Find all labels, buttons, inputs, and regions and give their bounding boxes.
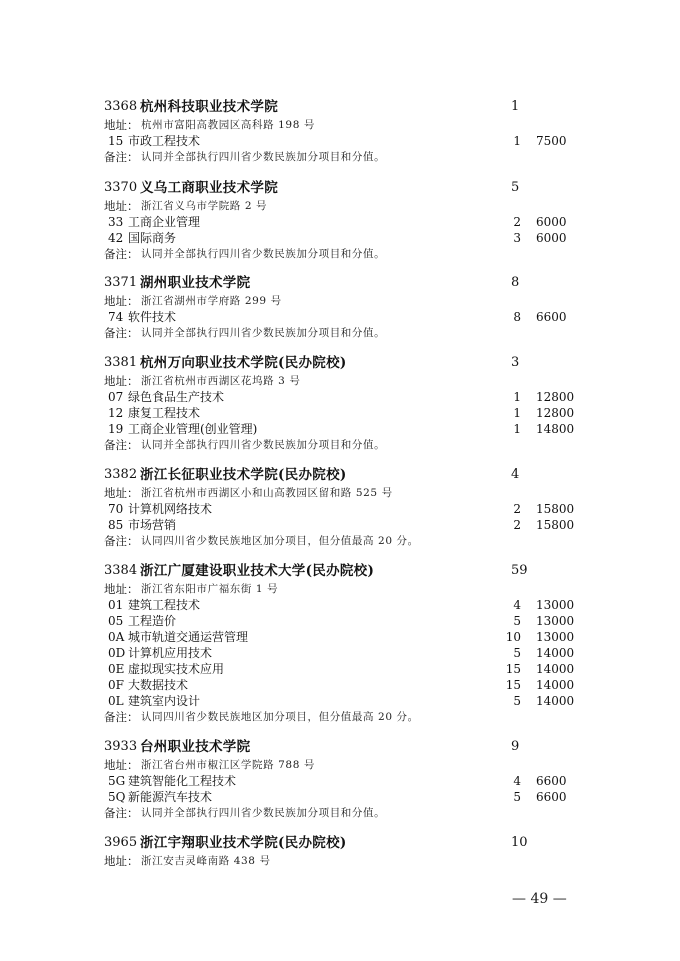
school-title-row bbox=[0, 354, 680, 372]
major-code: 74 bbox=[108, 310, 124, 324]
note-label: 备注： bbox=[104, 247, 139, 261]
address-label: 地址： bbox=[104, 118, 139, 132]
major-code: 5Q bbox=[108, 790, 126, 804]
major-code: 12 bbox=[108, 406, 124, 420]
major-code: 5G bbox=[108, 774, 126, 788]
school-code: 3368 bbox=[104, 99, 138, 114]
major-plan-count: 1 bbox=[513, 422, 521, 436]
major-tuition: 6600 bbox=[536, 310, 567, 324]
major-name: 市场营销 bbox=[128, 518, 177, 532]
major-tuition: 15800 bbox=[536, 518, 575, 532]
major-name: 绿色食品生产技术 bbox=[128, 390, 225, 404]
major-name: 市政工程技术 bbox=[128, 134, 201, 148]
school-code: 3381 bbox=[104, 355, 138, 370]
major-plan-count: 8 bbox=[513, 310, 521, 324]
address-label: 地址： bbox=[104, 486, 139, 500]
school-name: 杭州万向职业技术学院(民办院校) bbox=[140, 355, 347, 371]
major-name: 新能源汽车技术 bbox=[128, 790, 213, 804]
school-total-plan: 4 bbox=[511, 467, 520, 482]
major-name: 康复工程技术 bbox=[128, 406, 201, 420]
school-name: 浙江长征职业技术学院(民办院校) bbox=[140, 467, 347, 483]
note-value: 认同并全部执行四川省少数民族加分项目和分值。 bbox=[141, 439, 386, 451]
address-value: 浙江省杭州市西湖区小和山高教园区留和路 525 号 bbox=[141, 487, 393, 499]
note-label: 备注： bbox=[104, 534, 139, 548]
major-code: 42 bbox=[108, 231, 124, 245]
school-note-row bbox=[0, 324, 680, 342]
major-plan-count: 3 bbox=[513, 231, 521, 245]
major-code: 85 bbox=[108, 518, 124, 532]
school-name: 台州职业技术学院 bbox=[140, 739, 251, 755]
school-total-plan: 3 bbox=[511, 355, 520, 370]
school-name: 浙江广厦建设职业技术大学(民办院校) bbox=[140, 563, 375, 579]
note-label: 备注： bbox=[104, 326, 139, 340]
school-name: 杭州科技职业技术学院 bbox=[140, 99, 278, 115]
note-value: 认同并全部执行四川省少数民族加分项目和分值。 bbox=[141, 807, 386, 819]
school-note-row bbox=[0, 532, 680, 550]
address-value: 浙江安吉灵峰南路 438 号 bbox=[141, 855, 271, 867]
major-code: 19 bbox=[108, 422, 124, 436]
note-value: 认同并全部执行四川省少数民族加分项目和分值。 bbox=[141, 248, 386, 260]
school-code: 3382 bbox=[104, 467, 138, 482]
major-plan-count: 4 bbox=[513, 598, 521, 612]
address-label: 地址： bbox=[104, 374, 139, 388]
school-title-row bbox=[0, 562, 680, 580]
major-code: 01 bbox=[108, 598, 124, 612]
major-code: 05 bbox=[108, 614, 124, 628]
major-plan-count: 5 bbox=[513, 614, 521, 628]
major-name: 计算机网络技术 bbox=[128, 502, 213, 516]
address-value: 浙江省杭州市西湖区花坞路 3 号 bbox=[141, 375, 301, 387]
school-note-row bbox=[0, 708, 680, 726]
address-value: 浙江省义乌市学院路 2 号 bbox=[141, 200, 268, 212]
school-name: 湖州职业技术学院 bbox=[140, 275, 251, 291]
major-name: 工程造价 bbox=[128, 614, 177, 628]
major-plan-count: 1 bbox=[513, 134, 521, 148]
school-title-row bbox=[0, 98, 680, 116]
major-code: 0L bbox=[108, 694, 124, 708]
major-plan-count: 2 bbox=[513, 502, 521, 516]
major-code: 33 bbox=[108, 215, 124, 229]
major-plan-count: 1 bbox=[513, 406, 521, 420]
major-name: 虚拟现实技术应用 bbox=[128, 662, 225, 676]
address-value: 浙江省台州市椒江区学院路 788 号 bbox=[141, 759, 316, 771]
school-code: 3371 bbox=[104, 275, 138, 290]
major-name: 计算机应用技术 bbox=[128, 646, 213, 660]
major-code: 0E bbox=[108, 662, 125, 676]
school-code: 3965 bbox=[104, 835, 138, 850]
major-plan-count: 2 bbox=[513, 215, 521, 229]
major-code: 0D bbox=[108, 646, 126, 660]
major-name: 国际商务 bbox=[128, 231, 177, 245]
major-tuition: 14000 bbox=[536, 662, 575, 676]
address-label: 地址： bbox=[104, 854, 139, 868]
school-total-plan: 10 bbox=[511, 835, 528, 850]
note-value: 认同四川省少数民族地区加分项目，但分值最高 20 分。 bbox=[141, 535, 419, 547]
major-tuition: 12800 bbox=[536, 390, 575, 404]
note-value: 认同并全部执行四川省少数民族加分项目和分值。 bbox=[141, 151, 386, 163]
major-code: 70 bbox=[108, 502, 124, 516]
school-total-plan: 1 bbox=[511, 99, 520, 114]
major-tuition: 13000 bbox=[536, 630, 575, 644]
note-label: 备注： bbox=[104, 710, 139, 724]
school-note-row bbox=[0, 148, 680, 166]
school-code: 3370 bbox=[104, 180, 138, 195]
major-plan-count: 1 bbox=[513, 390, 521, 404]
school-name: 浙江宇翔职业技术学院(民办院校) bbox=[140, 835, 347, 851]
school-title-row bbox=[0, 466, 680, 484]
school-title-row bbox=[0, 274, 680, 292]
major-tuition: 14000 bbox=[536, 646, 575, 660]
major-plan-count: 10 bbox=[505, 630, 521, 644]
note-label: 备注： bbox=[104, 806, 139, 820]
major-tuition: 6000 bbox=[536, 231, 567, 245]
major-name: 城市轨道交通运营管理 bbox=[128, 630, 249, 644]
school-total-plan: 5 bbox=[511, 180, 520, 195]
address-value: 浙江省东阳市广福东街 1 号 bbox=[141, 583, 279, 595]
major-name: 工商企业管理(创业管理) bbox=[128, 422, 258, 436]
major-tuition: 14800 bbox=[536, 422, 575, 436]
major-code: 15 bbox=[108, 134, 124, 148]
school-total-plan: 59 bbox=[511, 563, 528, 578]
note-label: 备注： bbox=[104, 150, 139, 164]
major-code: 0F bbox=[108, 678, 124, 692]
school-note-row bbox=[0, 245, 680, 263]
school-code: 3384 bbox=[104, 563, 138, 578]
major-name: 软件技术 bbox=[128, 310, 177, 324]
school-title-row bbox=[0, 179, 680, 197]
major-name: 建筑室内设计 bbox=[128, 694, 201, 708]
school-address-row bbox=[0, 852, 680, 870]
major-plan-count: 15 bbox=[505, 678, 521, 692]
major-tuition: 13000 bbox=[536, 598, 575, 612]
major-name: 建筑工程技术 bbox=[128, 598, 201, 612]
major-tuition: 15800 bbox=[536, 502, 575, 516]
major-tuition: 14000 bbox=[536, 694, 575, 708]
major-code: 0A bbox=[108, 630, 125, 644]
major-tuition: 7500 bbox=[536, 134, 567, 148]
school-title-row bbox=[0, 738, 680, 756]
major-tuition: 12800 bbox=[536, 406, 575, 420]
address-label: 地址： bbox=[104, 199, 139, 213]
address-value: 杭州市富阳高教园区高科路 198 号 bbox=[141, 119, 316, 131]
note-label: 备注： bbox=[104, 438, 139, 452]
school-note-row bbox=[0, 804, 680, 822]
address-label: 地址： bbox=[104, 294, 139, 308]
address-value: 浙江省湖州市学府路 299 号 bbox=[141, 295, 282, 307]
school-code: 3933 bbox=[104, 739, 138, 754]
major-plan-count: 5 bbox=[513, 694, 521, 708]
school-total-plan: 9 bbox=[511, 739, 520, 754]
note-value: 认同并全部执行四川省少数民族加分项目和分值。 bbox=[141, 327, 386, 339]
note-value: 认同四川省少数民族地区加分项目，但分值最高 20 分。 bbox=[141, 711, 419, 723]
major-tuition: 6600 bbox=[536, 790, 567, 804]
major-tuition: 14000 bbox=[536, 678, 575, 692]
major-name: 工商企业管理 bbox=[128, 215, 201, 229]
major-plan-count: 5 bbox=[513, 790, 521, 804]
major-tuition: 6600 bbox=[536, 774, 567, 788]
school-title-row bbox=[0, 834, 680, 852]
major-name: 大数据技术 bbox=[128, 678, 189, 692]
school-name: 义乌工商职业技术学院 bbox=[140, 180, 278, 196]
school-total-plan: 8 bbox=[511, 275, 520, 290]
address-label: 地址： bbox=[104, 758, 139, 772]
major-plan-count: 4 bbox=[513, 774, 521, 788]
major-plan-count: 15 bbox=[505, 662, 521, 676]
school-note-row bbox=[0, 436, 680, 454]
major-plan-count: 2 bbox=[513, 518, 521, 532]
page-number: — 49 — bbox=[512, 891, 567, 907]
major-tuition: 13000 bbox=[536, 614, 575, 628]
address-label: 地址： bbox=[104, 582, 139, 596]
major-name: 建筑智能化工程技术 bbox=[128, 774, 237, 788]
major-plan-count: 5 bbox=[513, 646, 521, 660]
major-code: 07 bbox=[108, 390, 124, 404]
major-tuition: 6000 bbox=[536, 215, 567, 229]
